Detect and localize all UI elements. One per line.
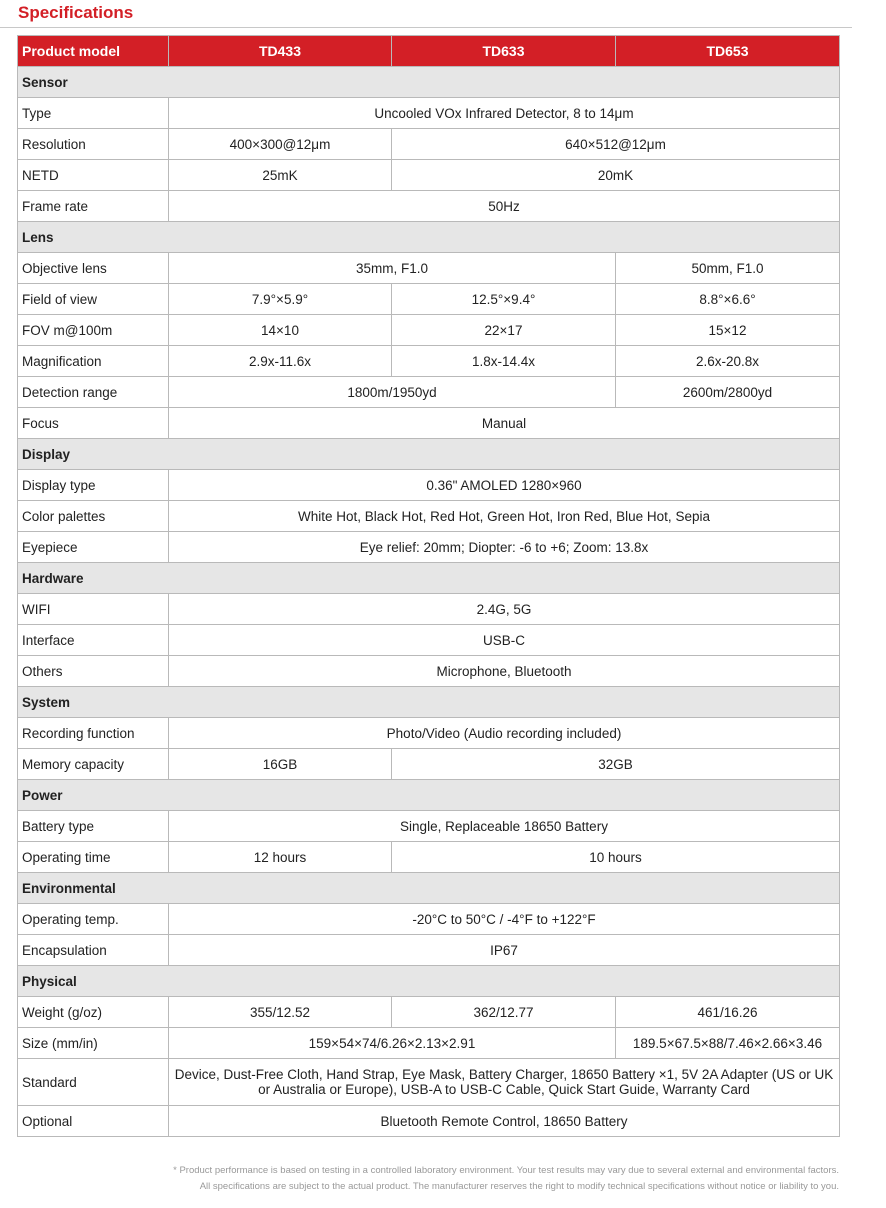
row-value: 16GB [169, 749, 392, 780]
row-label: Interface [18, 625, 169, 656]
row-value: USB-C [169, 625, 840, 656]
row-label: Objective lens [18, 253, 169, 284]
row-value: Uncooled VOx Infrared Detector, 8 to 14μm [169, 98, 840, 129]
row-value: 1800m/1950yd [169, 377, 616, 408]
row-value: Device, Dust-Free Cloth, Hand Strap, Eye Mask, Battery Charger, 18650 Battery ×1, 5V 2A Adapter (US or UK or Australia or Europe), USB-A to USB-C Cable, Quick Start Guide, Warranty Card [169, 1059, 840, 1106]
category-lens: Lens [18, 222, 840, 253]
table-row [18, 532, 840, 563]
category-row [18, 966, 840, 997]
row-label: FOV m@100m [18, 315, 169, 346]
row-label: Encapsulation [18, 935, 169, 966]
row-label: Eyepiece [18, 532, 169, 563]
table-row [18, 129, 840, 160]
row-value: 12.5°×9.4° [392, 284, 616, 315]
table-row [18, 98, 840, 129]
row-value: 32GB [392, 749, 840, 780]
table-row [18, 935, 840, 966]
product-model-label: Product model [18, 36, 169, 67]
row-value: 25mK [169, 160, 392, 191]
row-label: Magnification [18, 346, 169, 377]
table-row [18, 656, 840, 687]
row-value: 20mK [392, 160, 840, 191]
row-value: -20°C to 50°C / -4°F to +122°F [169, 904, 840, 935]
row-value: 2.4G, 5G [169, 594, 840, 625]
row-label: Frame rate [18, 191, 169, 222]
table-row [18, 377, 840, 408]
row-value: 50mm, F1.0 [616, 253, 840, 284]
row-value: Eye relief: 20mm; Diopter: -6 to +6; Zoom: 13.8x [169, 532, 840, 563]
row-label: NETD [18, 160, 169, 191]
row-label: Memory capacity [18, 749, 169, 780]
row-label: Recording function [18, 718, 169, 749]
category-sensor: Sensor [18, 67, 840, 98]
category-environmental: Environmental [18, 873, 840, 904]
row-value: 15×12 [616, 315, 840, 346]
row-label: Others [18, 656, 169, 687]
row-value: 159×54×74/6.26×2.13×2.91 [169, 1028, 616, 1059]
row-label: Standard [18, 1059, 169, 1106]
table-row [18, 253, 840, 284]
row-value: 640×512@12μm [392, 129, 840, 160]
table-row [18, 470, 840, 501]
table-row [18, 1028, 840, 1059]
model-td653: TD653 [616, 36, 840, 67]
row-label: Weight (g/oz) [18, 997, 169, 1028]
row-label: Optional [18, 1106, 169, 1137]
row-value: 12 hours [169, 842, 392, 873]
category-row [18, 222, 840, 253]
table-row [18, 749, 840, 780]
category-hardware: Hardware [18, 563, 840, 594]
row-value: 7.9°×5.9° [169, 284, 392, 315]
row-value: 0.36" AMOLED 1280×960 [169, 470, 840, 501]
table-row [18, 315, 840, 346]
table-row [18, 1059, 840, 1106]
row-label: WIFI [18, 594, 169, 625]
table-row [18, 284, 840, 315]
table-row [18, 997, 840, 1028]
row-label: Color palettes [18, 501, 169, 532]
row-value: Microphone, Bluetooth [169, 656, 840, 687]
table-row [18, 191, 840, 222]
row-value: 2.9x-11.6x [169, 346, 392, 377]
footnote-line: * Product performance is based on testing in a controlled laboratory environment. Your test results may vary due to several external and environmental factors. [173, 1165, 839, 1176]
table-row [18, 160, 840, 191]
row-value: 50Hz [169, 191, 840, 222]
category-row [18, 873, 840, 904]
row-label: Size (mm/in) [18, 1028, 169, 1059]
row-label: Resolution [18, 129, 169, 160]
row-label: Battery type [18, 811, 169, 842]
row-label: Focus [18, 408, 169, 439]
row-value: Photo/Video (Audio recording included) [169, 718, 840, 749]
row-value: 8.8°×6.6° [616, 284, 840, 315]
row-value: White Hot, Black Hot, Red Hot, Green Hot, Iron Red, Blue Hot, Sepia [169, 501, 840, 532]
page-title: Specifications [18, 3, 134, 22]
row-value: Bluetooth Remote Control, 18650 Battery [169, 1106, 840, 1137]
table-header-row [18, 36, 840, 67]
category-row [18, 563, 840, 594]
row-value: IP67 [169, 935, 840, 966]
row-value: 14×10 [169, 315, 392, 346]
model-td633: TD633 [392, 36, 616, 67]
row-value: 35mm, F1.0 [169, 253, 616, 284]
row-value: 400×300@12μm [169, 129, 392, 160]
row-label: Display type [18, 470, 169, 501]
category-row [18, 687, 840, 718]
specifications-table [17, 35, 840, 1137]
row-value: Single, Replaceable 18650 Battery [169, 811, 840, 842]
row-label: Operating time [18, 842, 169, 873]
category-display: Display [18, 439, 840, 470]
row-value: 2.6x-20.8x [616, 346, 840, 377]
row-value: 10 hours [392, 842, 840, 873]
category-system: System [18, 687, 840, 718]
footnote-line: All specifications are subject to the actual product. The manufacturer reserves the right to modify technical specifications without notice or liability to you. [199, 1181, 839, 1192]
footnote [19, 1163, 839, 1195]
row-value: 1.8x-14.4x [392, 346, 616, 377]
row-label: Detection range [18, 377, 169, 408]
table-row [18, 346, 840, 377]
row-value: 355/12.52 [169, 997, 392, 1028]
category-row [18, 439, 840, 470]
row-value: Manual [169, 408, 840, 439]
category-row [18, 780, 840, 811]
table-row [18, 904, 840, 935]
table-row [18, 718, 840, 749]
table-row [18, 811, 840, 842]
table-row [18, 594, 840, 625]
table-row [18, 501, 840, 532]
row-value: 22×17 [392, 315, 616, 346]
table-row [18, 625, 840, 656]
row-value: 461/16.26 [616, 997, 840, 1028]
row-value: 362/12.77 [392, 997, 616, 1028]
row-value: 189.5×67.5×88/7.46×2.66×3.46 [616, 1028, 840, 1059]
table-row [18, 1106, 840, 1137]
model-td433: TD433 [169, 36, 392, 67]
category-power: Power [18, 780, 840, 811]
table-row [18, 842, 840, 873]
row-label: Operating temp. [18, 904, 169, 935]
row-label: Type [18, 98, 169, 129]
table-row [18, 408, 840, 439]
category-row [18, 67, 840, 98]
row-value: 2600m/2800yd [616, 377, 840, 408]
row-label: Field of view [18, 284, 169, 315]
title-divider [0, 27, 852, 28]
category-physical: Physical [18, 966, 840, 997]
